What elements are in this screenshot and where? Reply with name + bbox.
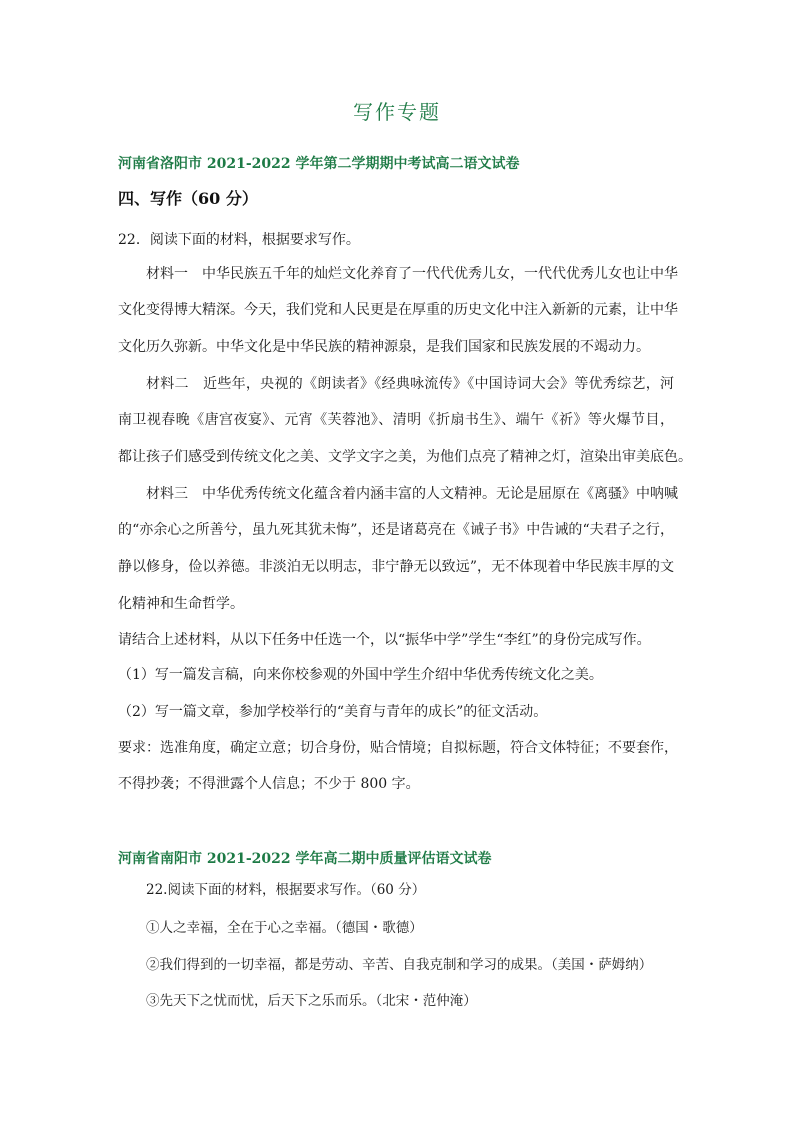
- task-option: （1）写一篇发言稿，向来你校参观的外国中学生介绍中华优秀传统文化之美。: [118, 667, 603, 683]
- material-line: 文化变得博大精深。今天，我们党和人民更是在厚重的历史文化中注入新新的元素，让中华: [118, 302, 678, 318]
- material-line: 南卫视春晚《唐宫夜宴》、元宵《芙蓉池》、清明《折扇书生》、端午《祈》等火爆节目，: [118, 412, 674, 428]
- requirement-line: 要求：选准角度，确定立意；切合身份，贴合情境；自拟标题，符合文体特征；不要套作，: [118, 740, 678, 756]
- requirement-line: 不得抄袭；不得泄露个人信息；不少于 800 字。: [118, 776, 420, 792]
- page-title: 写作专题: [353, 100, 441, 124]
- material-line: 都让孩子们感受到传统文化之美、文学文字之美，为他们点亮了精神之灯，渲染出审美底色。: [118, 449, 692, 465]
- quote-line: ①人之幸福，全在于心之幸福。（德国・歌德）: [146, 920, 423, 936]
- material-line: 文化历久弥新。中华文化是中华民族的精神源泉，是我们国家和民族发展的不竭动力。: [118, 339, 650, 355]
- exam-source-heading: 河南省洛阳市 2021-2022 学年第二学期期中考试高二语文试卷: [118, 156, 520, 172]
- quote-line: ③先天下之忧而忧，后天下之乐而乐。（北宋・范仲淹）: [146, 993, 477, 1009]
- section-heading: 四、写作（60 分）: [118, 189, 258, 208]
- material-line: 材料二 近些年，央视的《朗读者》《经典咏流传》《中国诗词大会》等优秀综艺，河: [146, 376, 674, 392]
- material-line: 的“亦余心之所善兮，虽九死其犹未悔”，还是诸葛亮在《诫子书》中告诫的“夫君子之行，: [118, 522, 674, 538]
- task-instruction: 请结合上述材料，从以下任务中任选一个，以“振华中学”学生“李红”的身份完成写作。: [118, 632, 651, 648]
- question-line: 22．阅读下面的材料，根据要求写作。: [118, 232, 360, 248]
- quote-line: ②我们得到的一切幸福，都是劳动、辛苦、自我克制和学习的成果。（美国・萨姆纳）: [146, 957, 653, 973]
- material-line: 材料三 中华优秀传统文化蕴含着内涵丰富的人文精神。无论是屈原在《离骚》中呐喊: [146, 486, 678, 502]
- question-line: 22.阅读下面的材料，根据要求写作。（60 分）: [146, 882, 426, 898]
- exam-source-heading: 河南省南阳市 2021-2022 学年高二期中质量评估语文试卷: [118, 851, 492, 867]
- task-option: （2）写一篇文章，参加学校举行的“美育与青年的成长”的征文活动。: [118, 704, 548, 720]
- material-line: 静以修身，俭以养德。非淡泊无以明志，非宁静无以致远”，无不体现着中华民族丰厚的文: [118, 559, 674, 575]
- material-line: 化精神和生命哲学。: [118, 596, 244, 612]
- material-line: 材料一 中华民族五千年的灿烂文化养育了一代代优秀儿女，一代代优秀儿女也让中华: [146, 266, 678, 282]
